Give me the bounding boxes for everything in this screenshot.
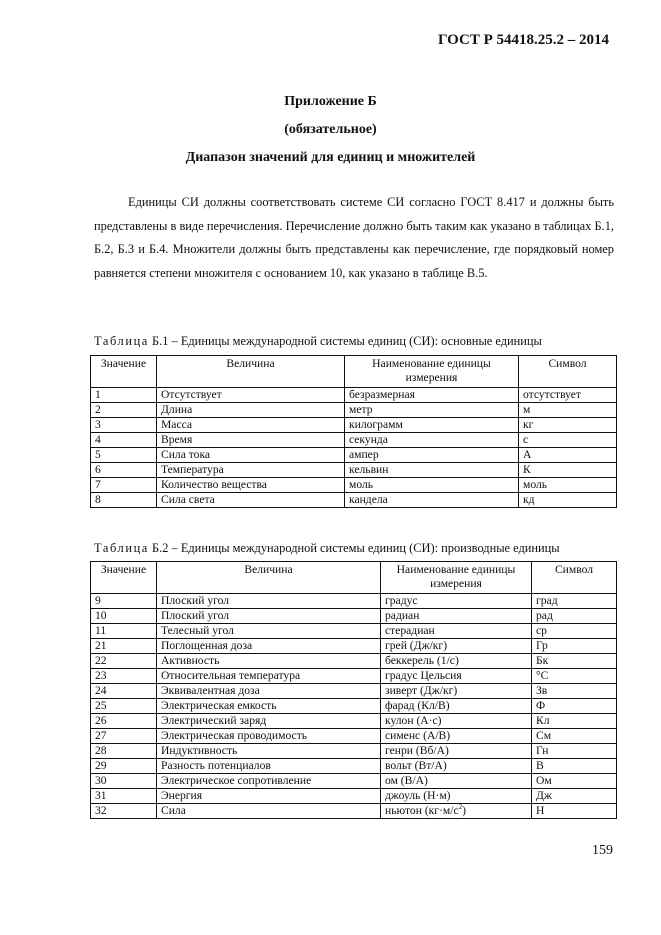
table-cell: Гр <box>532 639 617 654</box>
page-number: 159 <box>592 843 613 858</box>
table-cell: фарад (Кл/В) <box>381 699 532 714</box>
table-cell: кг <box>519 418 617 433</box>
table-cell: град <box>532 594 617 609</box>
table-cell: Эквивалентная доза <box>157 684 381 699</box>
table-row <box>91 699 617 714</box>
table-cell: моль <box>345 478 519 493</box>
table-cell: Бк <box>532 654 617 669</box>
table-cell: зиверт (Дж/кг) <box>381 684 532 699</box>
appendix-subtitle: Диапазон значений для единиц и множителей <box>185 150 476 165</box>
table-cell: градус <box>381 594 532 609</box>
table-row <box>91 789 617 804</box>
table-row <box>91 448 617 463</box>
appendix-status: (обязательное) <box>284 122 377 137</box>
table-cell: беккерель (1/с) <box>381 654 532 669</box>
table-cell: кандела <box>345 493 519 508</box>
table-cell: ньютон $(кг\cdot м/с^2)$ <box>381 804 532 819</box>
table-cell: 25 <box>91 699 157 714</box>
table2-header-cell: Значение <box>91 562 157 594</box>
table2 <box>90 561 617 819</box>
table-row <box>91 388 617 403</box>
table-cell: 7 <box>91 478 157 493</box>
table1-caption <box>94 334 542 349</box>
table-cell: 4 <box>91 433 157 448</box>
table-row <box>91 418 617 433</box>
table-cell: Гн <box>532 744 617 759</box>
table-cell: В <box>532 759 617 774</box>
table-cell: Поглощенная доза <box>157 639 381 654</box>
table-cell: 29 <box>91 759 157 774</box>
table-cell: Электрическая емкость <box>157 699 381 714</box>
table-cell: ампер <box>345 448 519 463</box>
table-cell: Активность <box>157 654 381 669</box>
table-cell: 27 <box>91 729 157 744</box>
table-cell: 8 <box>91 493 157 508</box>
table-cell: безразмерная <box>345 388 519 403</box>
table-cell: 6 <box>91 463 157 478</box>
table-cell: сименс (А/В) <box>381 729 532 744</box>
table2-header-row <box>91 562 617 594</box>
table-cell: Индуктивность <box>157 744 381 759</box>
table-row <box>91 744 617 759</box>
table-row <box>91 729 617 744</box>
table-cell: 26 <box>91 714 157 729</box>
table-row <box>91 759 617 774</box>
table-row <box>91 478 617 493</box>
table-cell: К <box>519 463 617 478</box>
table-cell: Плоский угол <box>157 609 381 624</box>
table-row <box>91 714 617 729</box>
table-row <box>91 804 617 819</box>
table2-header-cell: Наименование единицы измерения <box>381 562 532 594</box>
table-cell: кельвин <box>345 463 519 478</box>
table-cell: Электрический заряд <box>157 714 381 729</box>
table-cell: 31 <box>91 789 157 804</box>
table-cell: рад <box>532 609 617 624</box>
table1-header-row <box>91 356 617 388</box>
table1-header-cell: Значение <box>91 356 157 388</box>
table2-caption <box>94 541 560 556</box>
table-row <box>91 609 617 624</box>
table-cell: кулон (А·с) <box>381 714 532 729</box>
table-cell: °С <box>532 669 617 684</box>
appendix-title: Приложение Б <box>284 94 377 109</box>
table-row <box>91 433 617 448</box>
table-cell: 11 <box>91 624 157 639</box>
table-cell: Н <box>532 804 617 819</box>
table1-header-cell: Наименование единицы измерения <box>345 356 519 388</box>
table-cell: радиан <box>381 609 532 624</box>
table-cell: 9 <box>91 594 157 609</box>
table-cell: 24 <box>91 684 157 699</box>
table-cell: 32 <box>91 804 157 819</box>
table-row <box>91 624 617 639</box>
table-cell: килограмм <box>345 418 519 433</box>
table-cell: Кл <box>532 714 617 729</box>
table-cell: джоуль (Н·м) <box>381 789 532 804</box>
table-cell: Длина <box>157 403 345 418</box>
table-cell: секунда <box>345 433 519 448</box>
table-cell: Температура <box>157 463 345 478</box>
table-cell: м <box>519 403 617 418</box>
table-cell: Масса <box>157 418 345 433</box>
table-row <box>91 654 617 669</box>
table-row <box>91 493 617 508</box>
table-row <box>91 669 617 684</box>
table-cell: 5 <box>91 448 157 463</box>
table-cell: Ом <box>532 774 617 789</box>
table-cell: вольт (Вт/А) <box>381 759 532 774</box>
table1-caption-text: Б.1 – Единицы международной системы единиц (СИ): основные единицы <box>152 334 542 348</box>
table-cell: моль <box>519 478 617 493</box>
table-cell: метр <box>345 403 519 418</box>
table-cell: Телесный угол <box>157 624 381 639</box>
table-cell: См <box>532 729 617 744</box>
table-cell: Электрическая проводимость <box>157 729 381 744</box>
table-cell: 21 <box>91 639 157 654</box>
table-row <box>91 774 617 789</box>
table-cell: Время <box>157 433 345 448</box>
table-cell: А <box>519 448 617 463</box>
table-cell: Сила тока <box>157 448 345 463</box>
table-row <box>91 594 617 609</box>
table-cell: Зв <box>532 684 617 699</box>
table-row <box>91 463 617 478</box>
table-cell: Энергия <box>157 789 381 804</box>
table-cell: Отсутствует <box>157 388 345 403</box>
intro-paragraph: Единицы СИ должны соответствовать системе СИ согласно ГОСТ 8.417 и должны быть представлены в виде перечисления. Перечисление должно быть таким как указано в таблицах Б.1, Б.2, Б.3 и Б.4. Множители должны быть представлены как перечисление, где порядковый номер равняется степени множителя с основанием 10, как указано в таблице В.5. <box>94 195 614 280</box>
table-cell: 1 <box>91 388 157 403</box>
table1 <box>90 355 617 508</box>
table-cell: 3 <box>91 418 157 433</box>
table-row <box>91 403 617 418</box>
table-cell: Сила <box>157 804 381 819</box>
table-cell: отсутствует <box>519 388 617 403</box>
table-row <box>91 684 617 699</box>
table-cell: 23 <box>91 669 157 684</box>
table-cell: 28 <box>91 744 157 759</box>
table-cell: Количество вещества <box>157 478 345 493</box>
table-cell: с <box>519 433 617 448</box>
table-cell: градус Цельсия <box>381 669 532 684</box>
table2-header-cell: Символ <box>532 562 617 594</box>
document-code: ГОСТ Р 54418.25.2 – 2014 <box>437 32 609 48</box>
table-cell: Ф <box>532 699 617 714</box>
table-cell: 22 <box>91 654 157 669</box>
table-cell: 10 <box>91 609 157 624</box>
table2-caption-label: Таблица <box>94 541 149 555</box>
table-cell: Относительная температура <box>157 669 381 684</box>
table-cell: стерадиан <box>381 624 532 639</box>
table1-header-cell: Символ <box>519 356 617 388</box>
table-cell: Дж <box>532 789 617 804</box>
table-cell: Сила света <box>157 493 345 508</box>
table-cell: кд <box>519 493 617 508</box>
table-cell: грей (Дж/кг) <box>381 639 532 654</box>
table-cell: Разность потенциалов <box>157 759 381 774</box>
table-cell: ср <box>532 624 617 639</box>
table-cell: ом (В/А) <box>381 774 532 789</box>
table1-header-cell: Величина <box>157 356 345 388</box>
table-cell: 30 <box>91 774 157 789</box>
table1-caption-label: Таблица <box>94 334 149 348</box>
table-cell: 2 <box>91 403 157 418</box>
table2-caption-text: Б.2 – Единицы международной системы единиц (СИ): производные единицы <box>152 541 560 555</box>
table-cell: Плоский угол <box>157 594 381 609</box>
table2-header-cell: Величина <box>157 562 381 594</box>
table-cell: Электрическое сопротивление <box>157 774 381 789</box>
table-row <box>91 639 617 654</box>
table-cell: генри (Вб/А) <box>381 744 532 759</box>
